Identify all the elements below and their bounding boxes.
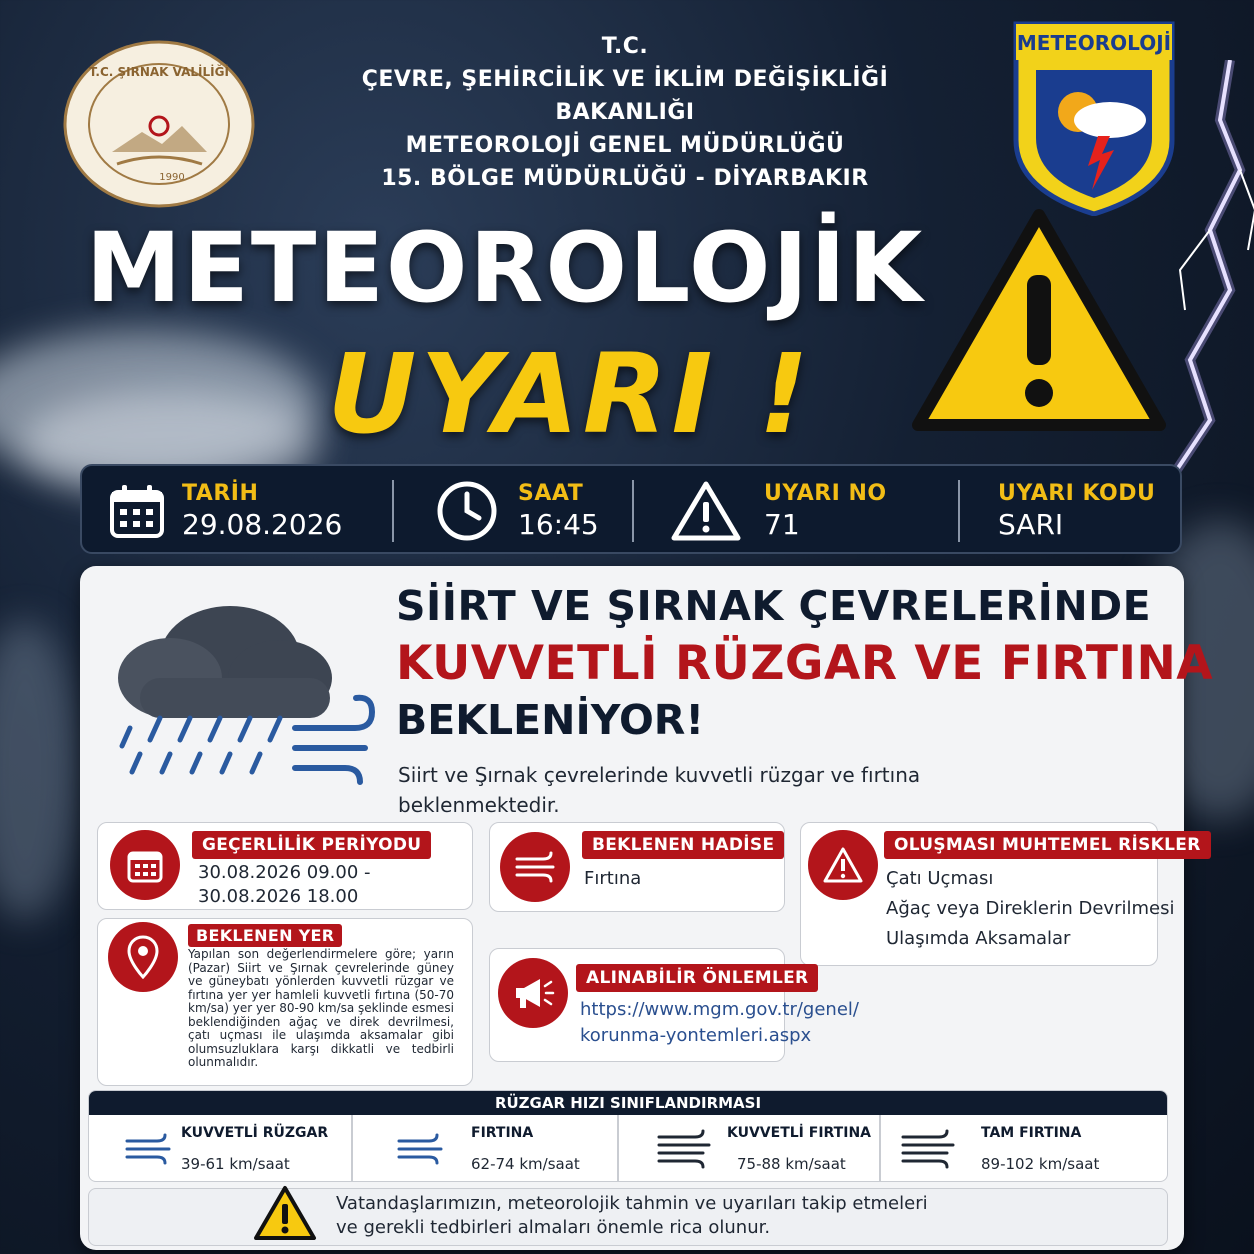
ministry-line: ÇEVRE, ŞEHİRCİLİK VE İKLİM DEĞİŞİKLİĞİ BAKANLIĞI [361,67,889,125]
date-value: 29.08.2026 [182,508,343,541]
event-icon-circle [500,832,570,902]
info-bar [80,464,1182,554]
wind-class-cell [351,1115,617,1182]
risk-item: Ağaç veya Direklerin Devrilmesi [886,898,1175,919]
megaphone-icon [510,973,556,1013]
background-cloud [0,620,80,920]
seal-title: T.C. ŞIRNAK VALİLİĞİ [89,65,229,79]
wind-table-title: RÜZGAR HIZI SINIFLANDIRMASI [89,1091,1167,1115]
warning-code-label: UYARI KODU [998,481,1156,506]
wind-class-speed: 89-102 km/saat [981,1155,1100,1173]
time-value: 16:45 [518,508,599,541]
wind-class-cell [879,1115,1168,1182]
headline-expected: BEKLENİYOR! [396,696,705,744]
headline-region: SİİRT VE ŞIRNAK ÇEVRELERİNDE [396,582,1152,630]
risks-title: OLUŞMASI MUHTEMEL RİSKLER [884,831,1211,859]
time-cell [436,466,599,556]
headline-description: Siirt ve Şırnak çevrelerinde kuvvetli rüzgar ve fırtına beklenmektedir. [398,763,921,817]
event-title: BEKLENEN HADİSE [582,831,784,859]
divider [392,480,394,542]
seal-year: 1990 [159,172,185,183]
wind-icon [395,1129,447,1169]
calendar-icon [125,845,165,885]
precaution-icon-circle [498,958,568,1028]
validity-title: GEÇERLİLİK PERİYODU [192,831,431,859]
wind-class-speed: 75-88 km/saat [737,1155,846,1173]
page-title: METEOROLOJİK [85,212,925,324]
wind-class-name: TAM FIRTINA [981,1125,1082,1141]
page-subtitle: UYARI ! [327,330,813,458]
meteorology-badge-logo [1012,20,1176,216]
warning-no-value: 71 [764,508,800,541]
date-cell [108,466,342,556]
date-label: TARİH [182,481,259,506]
wind-class-name: KUVVETLİ RÜZGAR [181,1125,329,1141]
risk-item: Çatı Uçması [886,868,994,889]
warning-triangle-icon [252,1184,318,1242]
risk-item: Ulaşımda Aksamalar [886,928,1071,949]
wind-classification-table [88,1090,1168,1182]
badge-text: METEOROLOJİ [1016,31,1172,55]
clock-icon [436,480,498,542]
precautions-title: ALINABİLİR ÖNLEMLER [576,964,818,992]
map-pin-icon [126,935,160,979]
footer-line: ve gerekli tedbirleri almaları önemle rica olunur. [336,1217,771,1238]
storm-cloud-icon [110,578,380,788]
warning-triangle-icon [910,205,1168,437]
warning-code-value: SARI [998,508,1064,541]
risk-icon-circle [808,830,878,900]
footer-line: Vatandaşlarımızın, meteorolojik tahmin ve uyarıları takip etmeleri [336,1193,928,1214]
validity-end: 30.08.2026 18.00 [198,886,359,907]
wind-icon [655,1127,715,1171]
warning-icon [821,845,865,885]
wind-class-cell [89,1115,351,1182]
wind-class-cell [617,1115,879,1182]
calendar-icon [108,482,166,540]
wind-icon [123,1129,175,1169]
ministry-header [300,30,950,195]
ministry-line: T.C. [601,34,649,59]
footer-text [336,1192,1136,1240]
precautions-link-line: korunma-yontemleri.aspx [580,1025,812,1046]
warning-icon [670,480,742,542]
warning-code-cell [998,466,1155,556]
warning-no-cell [670,466,887,556]
time-label: SAAT [518,481,584,506]
ministry-line: 15. BÖLGE MÜDÜRLÜĞÜ - DİYARBAKIR [381,166,869,191]
headline-hazard: KUVVETLİ RÜZGAR VE FIRTINA [396,636,1214,691]
location-title: BEKLENEN YER [188,924,342,947]
event-value: Fırtına [584,868,642,889]
ministry-line: METEOROLOJİ GENEL MÜDÜRLÜĞÜ [405,133,845,158]
precautions-link-line: https://www.mgm.gov.tr/genel/ [580,999,859,1020]
wind-class-name: FIRTINA [471,1125,534,1141]
sirnak-governorship-seal [62,40,256,208]
warning-no-label: UYARI NO [764,481,887,506]
divider [958,480,960,542]
wind-class-name: KUVVETLİ FIRTINA [727,1125,871,1141]
wind-class-speed: 39-61 km/saat [181,1155,290,1173]
location-icon-circle [108,922,178,992]
precautions-link[interactable] [580,997,859,1049]
wind-icon [513,849,557,885]
wind-class-speed: 62-74 km/saat [471,1155,580,1173]
validity-start: 30.08.2026 09.00 - [198,862,371,883]
divider [632,480,634,542]
validity-icon-circle [110,830,180,900]
location-text: Yapılan son değerlendirmelere göre; yarın (Pazar) Siirt ve Şırnak çevrelerinde güney ve güneybatı yönlerden kuvvetli rüzgar ve fırtına yer yer hamleli kuvvetli fırtına (50-70 km/sa) yer yer 80-90 km/sa şeklinde esmesi beklendiğinden ağaç ve direk devrilmesi, çatı uçması ile ulaşımda aksamalar gibi olumsuzluklara karşı dikkatli ve tedbirli olunmalıdır. [188,947,454,1069]
wind-icon [899,1127,959,1171]
